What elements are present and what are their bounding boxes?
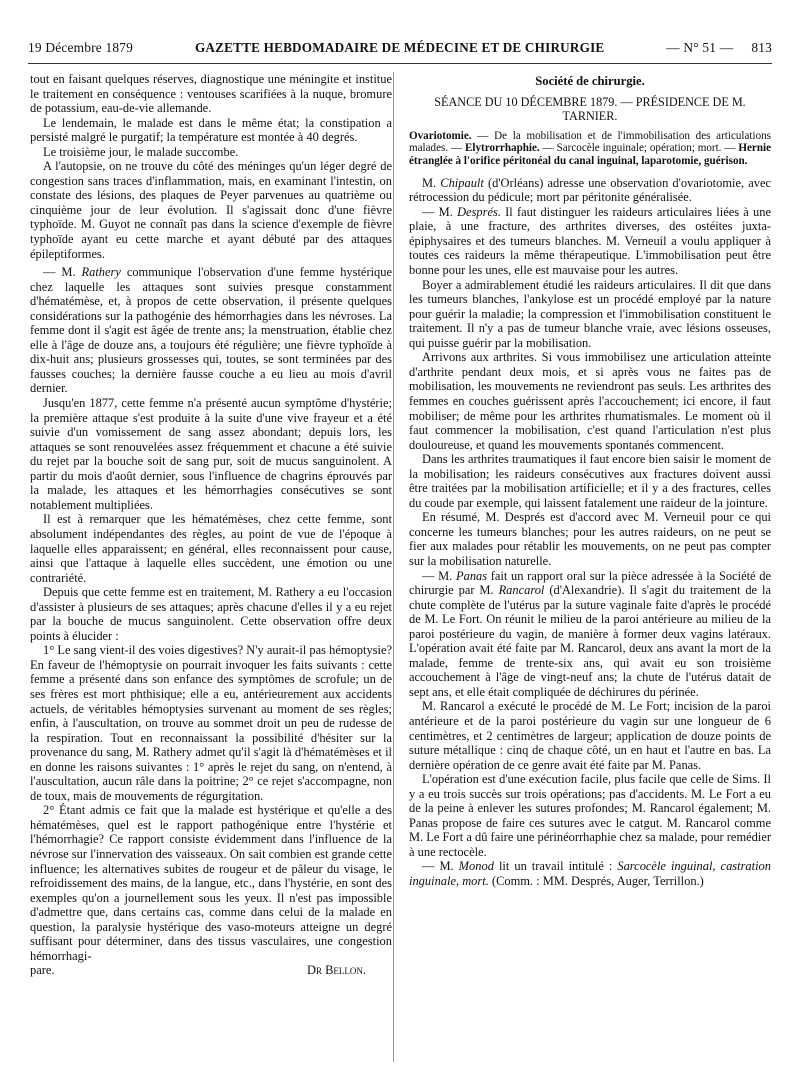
- paragraph: Le troisième jour, le malade succombe.: [43, 144, 239, 159]
- work-title: Sarcocèle inguinal, castration inguinale, mort.: [409, 859, 771, 888]
- paragraph-panas: — M. Panas fait un rapport oral sur la pièce adressée à la Société de chirurgie par M. Rancarol (d'Alexandrie). Il s'agit du traitement de la chute complète de l'utérus par la suture vaginale faite d'après le procédé de M. Le Fort. On réunit le milieu de la paroi antérieure au milieu de la paroi postérieure du vagin, de manière à former deux vagins latéraux. L'opération avait été faite par M. Rancarol, deux ans avant la mort de la malade, femme de trente-six ans, qui avait eu son troisième accouchement à l'âge de vingt-neuf ans; la chute de l'utérus datait de sept ans, et elle était compliquée de déchirures du périnée.: [409, 568, 772, 699]
- paragraph: Depuis que cette femme est en traitement, M. Rathery a eu l'occasion d'assister à plusieurs de ses attaques; après chacune d'elles il y a eu rejet par la bouche de mucus sanguinolent. Cette observation offre deux points à élucider :: [30, 585, 392, 643]
- author-name: Rathery: [81, 265, 121, 280]
- paragraph: M. Rancarol a exécuté le procédé de M. Le Fort; incision de la paroi antérieure et de la paroi postérieure du vagin sur une longueur de 6 centimètres, et 2 centimètres de largeur; application de douze points de suture métallique : cinq de chaque côté, un en haut et l'autre en bas. La dernière opération de ce genre avait été faite par M. Panas.: [409, 699, 771, 772]
- header-right: [666, 40, 772, 56]
- running-header: [28, 40, 772, 60]
- author-name: Chipault: [440, 175, 484, 190]
- journal-title: GAZETTE HEBDOMADAIRE DE MÉDECINE ET DE CHIRURGIE: [194, 40, 605, 55]
- paragraph-chipault: M. Chipault (d'Orléans) adresse une observation d'ovariotomie, avec rétrocession du pédicule; mort par péritonite généralisée.: [409, 175, 771, 205]
- author-name: Rancarol: [498, 583, 545, 598]
- paragraph: tout en faisant quelques réserves, diagnostique une méningite et institue le traitement en conséquence : ventouses scarifiées à la nuque, bromure de potassium, eau-de-vie allemande.: [30, 72, 392, 116]
- paragraph: L'opération est d'une exécution facile, plus facile que celle de Sims. Il y a eu trois succès sur trois opérations; pas d'accidents. M. Le Fort a eu de la peine à enlever les sutures profondes; M. Rancarol également; M. Panas propose de faire ces sutures avec le catgut. M. Rancarol comme M. Le Fort a dû faire une périnéorrhaphie chez sa malade, pour remédier à une rectocèle.: [409, 772, 771, 859]
- header-date: 19 Décembre 1879: [28, 40, 134, 55]
- paragraph: A l'autopsie, on ne trouve du côté des méninges qu'un léger degré de congestion sans traces d'inflammation, mais, en examinant l'intestin, on constate des lésions, des plaques de Peyer parvenues au quatrième ou cinquième jour de leur évolution. Il s'agissait donc d'une fièvre typhoïde. M. Guyot ne connaît pas dans la science d'exemple de fièvre typhoïde ayant eu cette marche et ayant débuté par des attaques épileptiformes.: [30, 159, 392, 261]
- paragraph: En résumé, M. Després est d'accord avec M. Verneuil pour ce qui concerne les tumeurs blanches; pour les autres raideurs, on ne peut se fier aux malades pour rétablir les mouvements, on ne peut pas compter sur la mobilisation naturelle.: [409, 510, 771, 568]
- author-name: Després.: [457, 204, 501, 219]
- section-heading: Société de chirurgie.: [535, 74, 645, 88]
- signature-line: [30, 963, 392, 978]
- left-column: [30, 72, 392, 978]
- paragraph: Dans les arthrites traumatiques il faut encore bien saisir le moment de la mobilisation; les raideurs consécutives aux fractures doivent aussi être traitées par la mobilisation artificielle; et il y a des fractures, celles du coude par exemple, qui laissent fatalement une raideur de la jointure.: [409, 452, 771, 510]
- session-summary: Ovariotomie. — De la mobilisation et de l'immobilisation des articulations malades. — Elytrorrhaphie. — Sarcocèle inguinale; opération; mort. — Hernie étranglée à l'orifice péritonéal du canal inguinal, laparotomie, guérison.: [409, 129, 772, 168]
- right-column: [409, 72, 771, 889]
- paragraph: Il est à remarquer que les hématémèses, chez cette femme, sont absolument indépendantes des règles, au point de vue de l'époque à laquelle elles apparaissent; en général, elles reconnaissent pour cause, ainsi que l'attaque à laquelle elles succèdent, une émotion ou une contrariété.: [30, 512, 392, 585]
- paragraph: Le lendemain, le malade est dans le même état; la constipation a persisté malgré le purgatif; la température est montée à 40 degrés.: [30, 115, 392, 145]
- author-name: Panas: [456, 568, 488, 583]
- paragraph-rathery: — M. Rathery communique l'observation d'une femme hystérique chez laquelle les attaques sont suivies presque constamment d'hématémèse, et, à propos de cette observation, il présente quelques considérations sur la pathogénie des hémorrhagies dans les névroses. La femme dont il s'agit est âgée de trente ans; la menstruation, établie chez elle à l'âge de douze ans, a toujours été régulière; une fièvre typhoïde à dix-huit ans; plusieurs grossesses qui, toutes, se sont terminées par des fausses couches; la dernière fausse couche a eu lieu au mois d'avril dernier.: [30, 265, 393, 396]
- author-name: Monod: [458, 859, 494, 874]
- issue-number: — N° 51 —: [666, 40, 734, 55]
- paragraph: 1° Le sang vient-il des voies digestives? N'y aurait-il pas hémoptysie? En faveur de l'hémoptysie on pourrait invoquer les faits suivants : cette femme a présenté dans son enfance des symptômes de scrofule; un de ses frères est mort phthisique; elle a eu, antérieurement aux accidents actuels, de véritables hémoptysies survenant au moment de ses règles; enfin, à l'auscultation, on trouve au sommet droit un peu de rudesse de la respiration. Tout en reconnaissant la possibilité d'hésiter sur la provenance du sang, M. Rathery admet qu'il s'agit là d'hématémèses et il en donne les raisons suivantes : 1° après le rejet du sang, on n'entend, à l'auscultation, aucun râle dans la poitrine; 2° ce rejet s'accompagne, non de toux, mais de mouvements de régurgitation.: [30, 643, 392, 803]
- signature: Dr Bellon.: [307, 963, 366, 978]
- column-divider: [393, 72, 394, 1062]
- header-rule: [28, 63, 772, 64]
- paragraph-end: pare.: [30, 963, 55, 978]
- page-number: 813: [751, 40, 772, 55]
- paragraph-despres: — M. Després. Il faut distinguer les raideurs articulaires liées à une plaie, à une fracture, des arthrites diverses, des ostéites juxta-épiphysaires et des tumeurs blanches. M. Verneuil a voulu appliquer à toutes ces raideurs la même thérapeutique. L'immobilisation peut être bonne pour les unes, elle est mauvaise pour les autres.: [409, 204, 771, 278]
- paragraph: 2° Étant admis ce fait que la malade est hystérique et qu'elle a des hématémèses, quel est le rapport pathogénique entre l'hystérie et l'hémorrhagie? Ce rapport consiste évidemment dans l'influence de la névrose sur l'innervation des vaisseaux. On sait combien est grande cette influence; les alternatives subites de rougeur et de pâleur du visage, le refroidissement des mains, de la langue, etc., dans l'hystérie, en sont des exemples qu'on a journellement sous les yeux. Il n'est pas impossible d'admettre que, dans certains cas, comme dans celui de la malade en question, la paralysie hystérique des vaso-moteurs atteigne un degré suffisant pour déterminer, dans des tissus vasculaires, une congestion hémorrhagi-: [30, 803, 392, 963]
- paragraph: Arrivons aux arthrites. Si vous immobilisez une articulation atteinte d'arthrite pendant deux mois, et si après vous ne faites pas de mobilisation, les mouvements ne reviendront pas seuls. Les arthrites des femmes en couches guérissent après l'accouchement; ici encore, il faut mobiliser; de même pour les arthrites rhumatismales. Le moment où il faut commencer la mobilisation, c'est quand l'articulation n'est plus douloureuse, et quand les mouvements spontanés commencent.: [409, 350, 771, 452]
- paragraph: Jusqu'en 1877, cette femme n'a présenté aucun symptôme d'hystérie; la première attaque s'est produite à la suite d'une vive frayeur et a été suivie d'un vomissement de sang assez abondant; depuis lors, les attaques se sont renouvelées assez fréquemment et chacune a été suivie du rejet par la bouche soit de sang pur, soit de mucus sanguinolent. A partir du mois d'août dernier, sous l'influence de chagrins éprouvés par la malade, les attaques et les hémorrhagies consécutives se sont notablement multipliées.: [30, 396, 392, 512]
- paragraph: Boyer a admirablement étudié les raideurs articulaires. Il dit que dans les tumeurs blanches, l'ankylose est un procédé employé par la nature pour guérir la maladie; la compression et l'immobilisation constituent le traitement. Il n'y a pas de tumeur blanche vraie, avec lésions osseuses, qui puisse guérir par la mobilisation.: [409, 277, 771, 350]
- session-line: SÉANCE DU 10 DÉCEMBRE 1879. — PRÉSIDENCE DE M. TARNIER.: [434, 94, 746, 124]
- paragraph-monod: — M. Monod lit un travail intitulé : Sarcocèle inguinal, castration inguinale, mort. (Comm. : MM. Després, Auger, Terrillon.): [409, 859, 771, 888]
